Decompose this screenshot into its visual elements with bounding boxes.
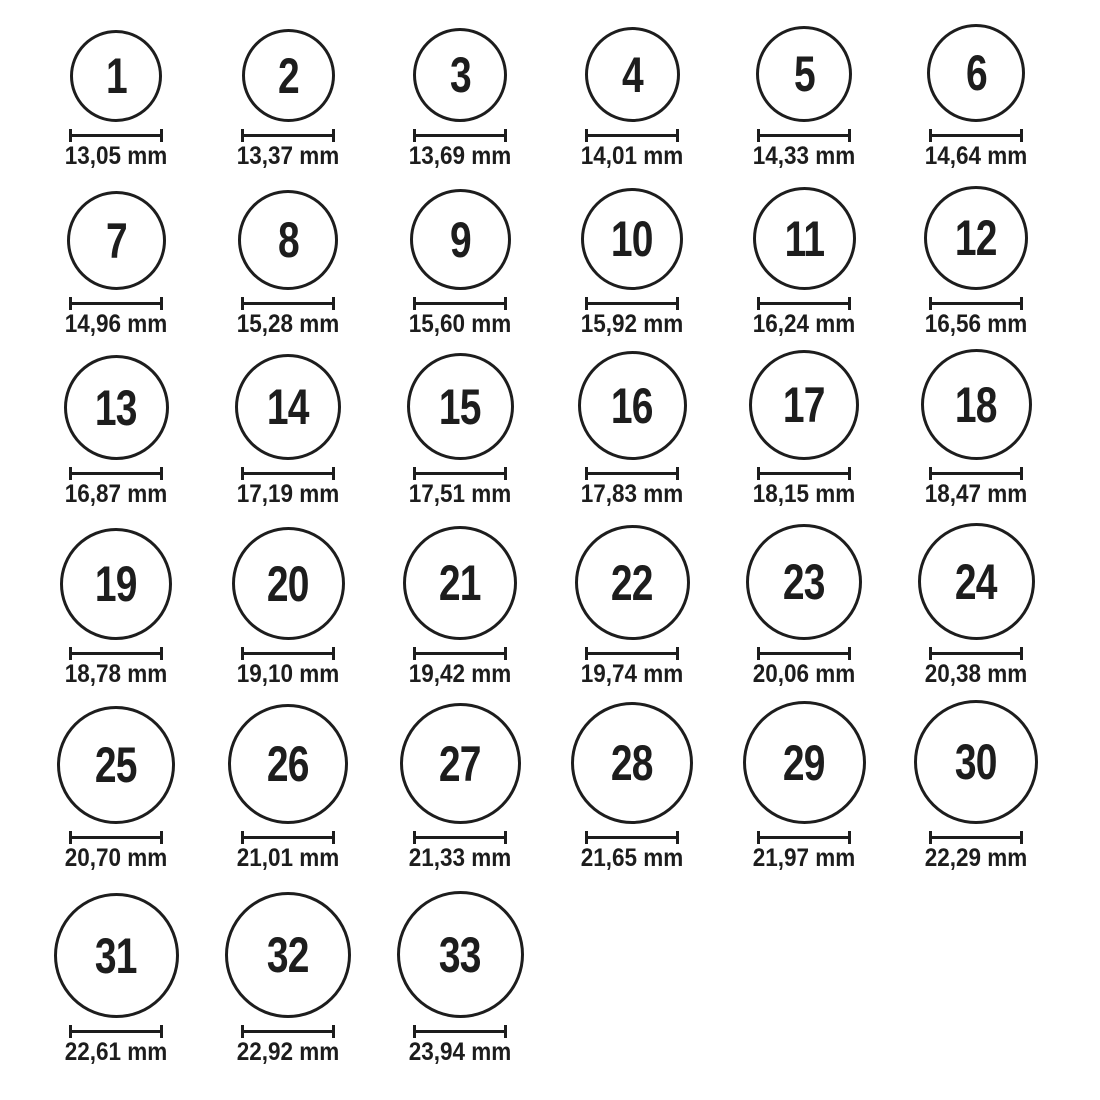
diameter-measure-line <box>757 129 851 142</box>
ring-size-number: 22 <box>611 554 653 611</box>
ring-size-cell <box>546 0 718 172</box>
ring-circle <box>403 526 517 640</box>
diameter-label: 22,61 mm <box>64 1038 168 1066</box>
diameter-label: 21,33 mm <box>408 844 512 872</box>
ring-size-number: 32 <box>267 927 309 983</box>
ring-size-cell <box>374 690 546 874</box>
diameter-label: 22,29 mm <box>924 844 1028 872</box>
ring-circle <box>571 702 693 824</box>
diameter-measure-line <box>585 467 679 480</box>
ring-size-cell <box>546 510 718 690</box>
ring-circle <box>918 523 1035 640</box>
diameter-measure-line <box>585 129 679 142</box>
chart-row <box>30 510 1100 690</box>
ring-size-cell <box>374 0 546 172</box>
ring-size-number: 9 <box>449 211 471 268</box>
ring-size-number: 4 <box>621 46 643 103</box>
diameter-label: 13,37 mm <box>236 142 340 170</box>
ring-size-number: 16 <box>611 377 653 434</box>
diameter-measure-line <box>241 831 335 844</box>
ring-size-number: 19 <box>95 556 137 612</box>
ring-size-number: 5 <box>793 46 815 102</box>
diameter-label: 15,60 mm <box>408 310 512 338</box>
diameter-measure-line <box>929 297 1023 310</box>
ring-size-number: 25 <box>95 737 137 793</box>
ring-size-number: 2 <box>277 47 299 104</box>
ring-size-cell <box>374 172 546 340</box>
ring-circle <box>924 186 1028 290</box>
diameter-label: 14,96 mm <box>64 310 168 338</box>
ring-circle <box>232 527 345 640</box>
diameter-label: 19,10 mm <box>236 660 340 688</box>
ring-size-cell <box>30 0 202 172</box>
diameter-label: 14,33 mm <box>752 142 856 170</box>
diameter-label: 16,24 mm <box>752 310 856 338</box>
ring-circle <box>927 24 1025 122</box>
ring-circle <box>70 30 162 122</box>
ring-size-cell <box>546 690 718 874</box>
ring-circle <box>54 893 179 1018</box>
ring-size-cell <box>546 172 718 340</box>
diameter-measure-line <box>757 297 851 310</box>
diameter-label: 18,78 mm <box>64 660 168 688</box>
diameter-label: 20,06 mm <box>752 660 856 688</box>
ring-circle <box>57 706 175 824</box>
chart-row <box>30 340 1100 510</box>
diameter-measure-line <box>241 129 335 142</box>
diameter-measure-line <box>585 647 679 660</box>
diameter-measure-line <box>69 647 163 660</box>
ring-size-cell <box>718 510 890 690</box>
ring-size-number: 27 <box>439 735 481 792</box>
ring-size-number: 3 <box>449 47 471 103</box>
ring-circle <box>753 187 856 290</box>
ring-size-number: 15 <box>439 378 481 435</box>
ring-circle <box>67 191 166 290</box>
diameter-measure-line <box>69 129 163 142</box>
ring-circle <box>914 700 1038 824</box>
diameter-label: 21,97 mm <box>752 844 856 872</box>
diameter-measure-line <box>929 467 1023 480</box>
diameter-measure-line <box>413 467 507 480</box>
ring-circle <box>743 701 866 824</box>
ring-size-number: 13 <box>95 379 137 436</box>
diameter-measure-line <box>413 831 507 844</box>
ring-circle <box>749 350 859 460</box>
ring-size-number: 1 <box>105 48 127 104</box>
diameter-label: 20,70 mm <box>64 844 168 872</box>
ring-size-cell <box>202 0 374 172</box>
diameter-measure-line <box>69 467 163 480</box>
ring-size-number: 33 <box>439 926 481 983</box>
diameter-measure-line <box>585 831 679 844</box>
ring-size-cell <box>718 340 890 510</box>
ring-circle <box>242 29 335 122</box>
diameter-label: 17,51 mm <box>408 480 512 508</box>
ring-circle <box>397 891 524 1018</box>
ring-size-number: 30 <box>955 734 997 790</box>
ring-size-cell <box>890 172 1062 340</box>
ring-circle <box>756 26 852 122</box>
ring-size-cell <box>30 874 202 1068</box>
ring-circle <box>578 351 687 460</box>
ring-size-number: 14 <box>267 379 309 435</box>
ring-circle <box>225 892 351 1018</box>
ring-size-number: 10 <box>611 211 653 267</box>
ring-size-number: 12 <box>955 210 997 266</box>
diameter-label: 23,94 mm <box>408 1038 512 1066</box>
ring-circle <box>228 704 348 824</box>
ring-size-number: 7 <box>105 212 127 269</box>
ring-size-cell <box>30 340 202 510</box>
diameter-label: 21,65 mm <box>580 844 684 872</box>
diameter-label: 22,92 mm <box>236 1038 340 1066</box>
ring-size-cell <box>374 340 546 510</box>
diameter-label: 13,05 mm <box>64 142 168 170</box>
ring-size-cell <box>890 0 1062 172</box>
diameter-measure-line <box>69 297 163 310</box>
ring-size-cell <box>890 690 1062 874</box>
chart-row <box>30 0 1100 172</box>
ring-circle <box>585 27 680 122</box>
diameter-label: 16,87 mm <box>64 480 168 508</box>
diameter-label: 19,42 mm <box>408 660 512 688</box>
diameter-measure-line <box>413 647 507 660</box>
chart-row <box>30 172 1100 340</box>
ring-size-number: 24 <box>955 553 997 610</box>
diameter-label: 20,38 mm <box>924 660 1028 688</box>
diameter-label: 21,01 mm <box>236 844 340 872</box>
ring-circle <box>64 355 169 460</box>
diameter-label: 14,01 mm <box>580 142 684 170</box>
ring-size-cell <box>202 340 374 510</box>
ring-size-number: 26 <box>267 736 309 792</box>
diameter-measure-line <box>585 297 679 310</box>
ring-size-cell <box>202 172 374 340</box>
ring-size-cell <box>374 874 546 1068</box>
ring-size-cell <box>202 690 374 874</box>
ring-size-number: 31 <box>95 927 137 984</box>
ring-circle <box>410 189 511 290</box>
ring-size-number: 29 <box>783 734 825 791</box>
ring-circle <box>400 703 521 824</box>
ring-size-cell <box>202 874 374 1068</box>
ring-size-cell <box>30 510 202 690</box>
diameter-measure-line <box>241 647 335 660</box>
ring-size-cell <box>202 510 374 690</box>
ring-size-cell <box>374 510 546 690</box>
diameter-label: 15,28 mm <box>236 310 340 338</box>
ring-size-number: 23 <box>783 554 825 610</box>
diameter-label: 18,15 mm <box>752 480 856 508</box>
ring-size-cell <box>718 172 890 340</box>
ring-size-number: 17 <box>783 377 825 433</box>
ring-size-cell <box>890 340 1062 510</box>
diameter-measure-line <box>413 297 507 310</box>
diameter-measure-line <box>929 129 1023 142</box>
diameter-measure-line <box>241 1025 335 1038</box>
ring-circle <box>746 524 862 640</box>
diameter-measure-line <box>757 831 851 844</box>
ring-size-number: 18 <box>955 376 997 433</box>
chart-row <box>30 690 1100 874</box>
chart-row <box>30 874 1100 1068</box>
ring-size-number: 21 <box>439 555 481 611</box>
ring-size-cell <box>718 690 890 874</box>
ring-size-cell <box>546 340 718 510</box>
ring-circle <box>235 354 341 460</box>
ring-size-cell <box>718 0 890 172</box>
ring-size-cell <box>30 690 202 874</box>
diameter-measure-line <box>241 467 335 480</box>
ring-size-number: 11 <box>784 210 824 267</box>
diameter-label: 19,74 mm <box>580 660 684 688</box>
diameter-measure-line <box>69 831 163 844</box>
diameter-label: 18,47 mm <box>924 480 1028 508</box>
ring-size-cell <box>890 510 1062 690</box>
ring-size-number: 8 <box>277 212 299 268</box>
ring-size-number: 20 <box>267 555 309 612</box>
diameter-label: 13,69 mm <box>408 142 512 170</box>
diameter-label: 17,19 mm <box>236 480 340 508</box>
diameter-measure-line <box>929 831 1023 844</box>
diameter-label: 17,83 mm <box>580 480 684 508</box>
diameter-label: 14,64 mm <box>924 142 1028 170</box>
ring-size-number: 6 <box>965 45 987 101</box>
diameter-measure-line <box>413 1025 507 1038</box>
ring-circle <box>238 190 338 290</box>
ring-circle <box>921 349 1032 460</box>
diameter-measure-line <box>929 647 1023 660</box>
ring-size-number: 28 <box>611 735 653 791</box>
diameter-label: 16,56 mm <box>924 310 1028 338</box>
diameter-measure-line <box>69 1025 163 1038</box>
diameter-label: 15,92 mm <box>580 310 684 338</box>
ring-circle <box>413 28 507 122</box>
diameter-measure-line <box>413 129 507 142</box>
diameter-measure-line <box>241 297 335 310</box>
ring-circle <box>407 353 514 460</box>
ring-circle <box>581 188 683 290</box>
diameter-measure-line <box>757 647 851 660</box>
ring-circle <box>575 525 690 640</box>
ring-circle <box>60 528 172 640</box>
ring-size-cell <box>30 172 202 340</box>
diameter-measure-line <box>757 467 851 480</box>
